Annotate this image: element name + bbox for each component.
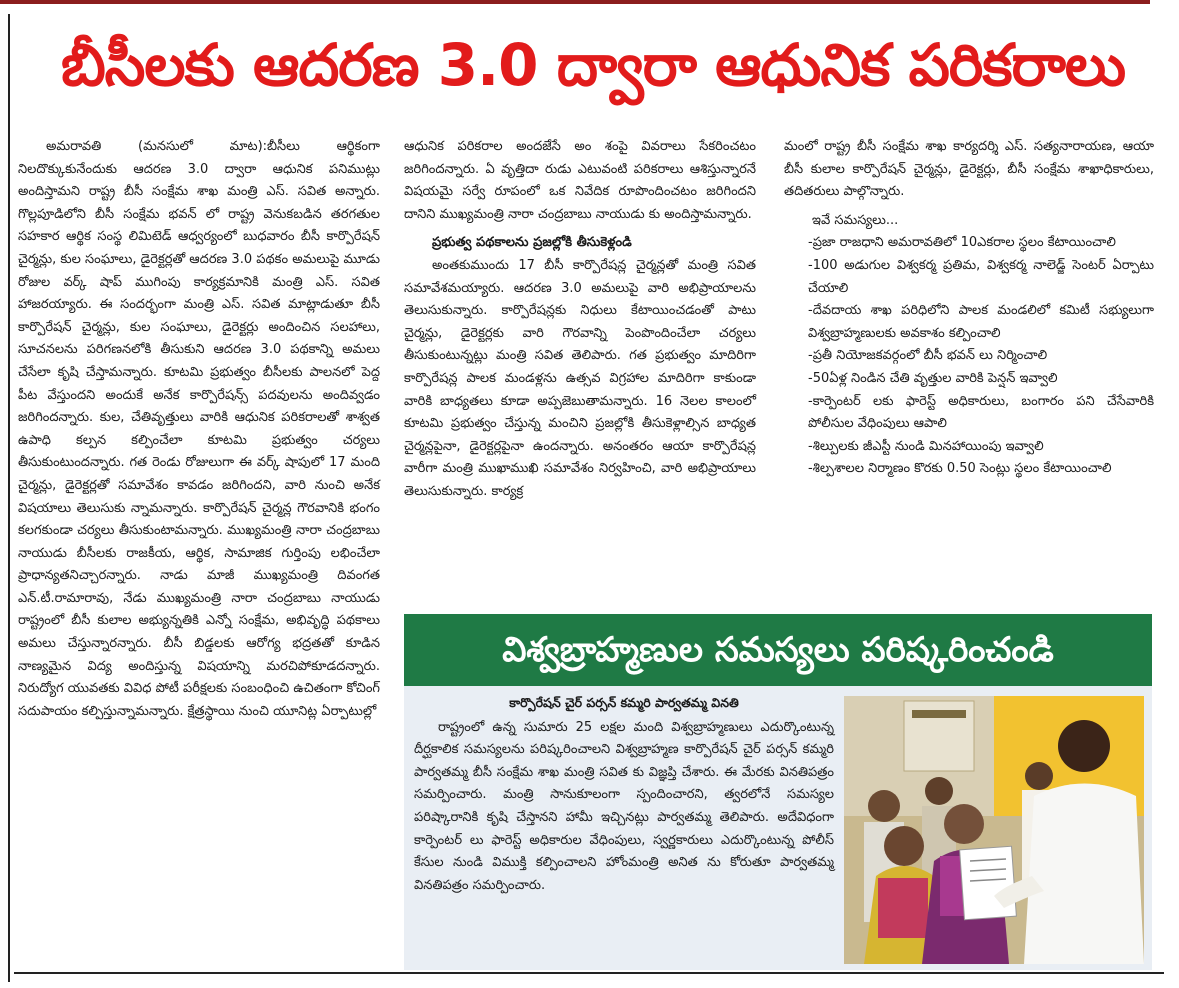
column3-paragraph-1: మంలో రాష్ట్ర బీసీ సంక్షేమ శాఖ కార్యదర్శి ఎస్. సత్యనారాయణ, ఆయా బీసీ కులాల కార్పొరేషన్ చైర్మన్లు, డైరెక్టర్లు, బీసీ సంక్షేమ శాఖాధికారులు, తదితరులు పాల్గొన్నారు.	[784, 139, 1154, 200]
sidebar-story-paragraph: రాష్ట్రంలో ఉన్న సుమారు 25 లక్షల మంది విశ్వబ్రాహ్మణులు ఎదుర్కొంటున్న దీర్ఘకాలిక సమస్యలను పరిష్కరించాలని విశ్వబ్రాహ్మణ కార్పొరేషన్ చైర్ పర్సన్ కమ్మరి పార్వతమ్మ బీసీ సంక్షేమ శాఖ మంత్రి సవిత కు విజ్ఞప్తి చేశారు. ఈ మేరకు వినతిపత్రం సమర్పించారు. మంత్రి సానుకూలంగా స్పందించారని, త్వరలోనే సమస్యల పరిష్కారానికి కృషి చేస్తానని హామీ ఇచ్చినట్లు పార్వతమ్మ తెలిపారు. అదేవిధంగా కార్పెంటర్ లు ఫారెస్ట్ అధికారుల వేధింపులు, స్వర్ణకారులు ఎదుర్కొంటున్న పోలీస్ కేసుల నుండి విముక్తి కల్పించాలని హోంమంత్రి అనిత ను కోరుతూ పార్వతమ్మ వినతిపత్రం సమర్పించారు.	[414, 719, 834, 893]
article-column-1	[18, 136, 380, 723]
issue-item: -ప్రజా రాజధాని అమరావతిలో 10ఎకరాల స్థలం కేటాయించాలి	[808, 235, 1116, 251]
issue-item: -శిల్పులకు జీఎస్టీ నుండి మినహాయింపు ఇవ్వాలి	[808, 438, 1044, 454]
article-column-3	[784, 136, 1154, 481]
issue-item: -కార్పెంటర్ లకు ఫారెస్ట్ అధికారులు, బంగారం పని చేసేవారికి పోలీసుల వేధింపులు ఆపాలి	[808, 393, 1154, 432]
issue-item: -50ఏళ్ల నిండిన చేతి వృత్తుల వారికి పెన్షన్ ఇవ్వాలి	[808, 370, 1058, 386]
news-photo-illustration	[844, 696, 1144, 964]
news-photo	[844, 696, 1144, 964]
sidebar-story-body	[404, 686, 1152, 970]
sidebar-story-text	[414, 692, 834, 897]
issues-title: ఇవే సమస్యలు...	[812, 212, 899, 228]
column2-paragraph-2: అంతకుముందు 17 బీసీ కార్పొరేషన్ల చైర్మన్లతో మంత్రి సవిత సమావేశమయ్యారు. ఆదరణ 3.0 అమలుపై వారి అభిప్రాయాలను తెలుసుకున్నారు. కార్పొరేషన్లకు నిధులు కేటాయించడంతో పాటు చైర్మన్లు, డైరెక్టర్లకు వారి గౌరవాన్ని పెంపొందించేలా చర్యలు తీసుకుంటున్నట్లు మంత్రి సవిత తెలిపారు. గత ప్రభుత్వం మాదిరిగా కార్పొరేషన్ల పాలక మండళ్లను ఉత్సవ విగ్రహాల మాదిరిగా కాకుండా వారికి బాధ్యతలు కూడా అప్పజెబుతామన్నారు. 16 నెలల కాలంలో కూటమి ప్రభుత్వం చేస్తున్న మంచిని ప్రజల్లోకి తీసుకెళ్లాల్సిన బాధ్యత చైర్మన్లపైనా, డైరెక్టర్లపైనా ఉందన్నారు. అనంతరం ఆయా కార్పొరేషన్ల వారీగా మంత్రి ముఖాముఖి సమావేశం నిర్వహించి, వారి అభిప్రాయాలు తెలుసుకున్నారు. కార్యక్ర	[404, 257, 756, 499]
sidebar-story-banner: విశ్వబ్రాహ్మణుల సమస్యలు పరిష్కరించండి	[404, 614, 1152, 686]
left-rule	[8, 14, 10, 982]
issue-item: -ప్రతీ నియోజకవర్గంలో బీసీ భవన్ లు నిర్మించాలి	[808, 348, 1048, 364]
top-rule	[0, 0, 1150, 4]
bottom-rule	[14, 972, 1164, 974]
article-column-2	[404, 136, 756, 504]
column2-subheading: ప్రభుత్వ పథకాలను ప్రజల్లోకి తీసుకెళ్లండి	[432, 235, 632, 251]
column1-paragraph: అమరావతి (మనసులో మాట):బీసీలు ఆర్థికంగా నిలదొక్కుకునేందుకు ఆదరణ 3.0 ద్వారా ఆధునిక పనిముట్లు అందిస్తామని రాష్ట్ర బీసీ సంక్షేమ శాఖ మంత్రి ఎస్. సవిత అన్నారు. గొల్లపూడిలోని బీసీ సంక్షేమ భవన్ లో రాష్ట్ర వెనుకబడిన తరగతుల సహకార ఆర్థిక సంస్థ లిమిటెడ్ ఆధ్వర్యంలో బుధవారం బీసీ కార్పొరేషన్ చైర్మన్లు, కుల సంఘాలు, డైరెక్టర్లతో ఆదరణ 3.0 పథకం అమలుపై మూడు రోజుల వర్క్ షాప్ ముగింపు కార్యక్రమానికి మంత్రి ఎస్. సవిత హాజరయ్యారు. ఈ సందర్భంగా మంత్రి ఎస్. సవిత మాట్లాడుతూ బీసీ కార్పొరేషన్ చైర్మన్లు, కుల సంఘాలు, డైరెక్టర్లు అందించిన సలహాలు, సూచనలను పరిగణనలోకి తీసుకుని ఆదరణ 3.0 పథకాన్ని అమలు చేసేలా కృషి చేస్తామన్నారు. కూటమి ప్రభుత్వం బీసీలకు పాలనలో పెద్ద పీట వేస్తుందని అందుకే అనేక కార్పొరేషన్స్ పదవులను అందివ్వడం జరిగిందన్నారు. కుల, చేతివృత్తులు వారికి ఆధునిక పరికరాలతో శాశ్వత ఉపాధి కల్పన కల్పించేలా కూటమి ప్రభుత్వం చర్యలు తీసుకుంటుందన్నారు. గత రెండు రోజులుగా ఈ వర్క్ షాపులో 17 మంది చైర్మన్లు, డైరెక్టర్లతో సమావేశం కావడం జరిగిందని, వారి నుంచి అనేక విషయాలు తెలుసుకు న్నామన్నారు. కార్పొరేషన్ చైర్మన్ల గౌరవానికి భంగం కలగకుండా చర్యలు తీసుకుంటామన్నారు. ముఖ్యమంత్రి నారా చంద్రబాబు నాయుడు బీసీలకు రాజకీయ, ఆర్థిక, సామాజిక గుర్తింపు లభించేలా ప్రాధాన్యతనిచ్చారన్నారు. నాడు మాజీ ముఖ్యమంత్రి దివంగత ఎన్.టీ.రామారావు, నేడు ముఖ్యమంత్రి నారా చంద్రబాబు నాయుడు రాష్ట్రంలో బీసీ కులాల అభ్యున్నతికి ఎన్నో సంక్షేమ, అభివృద్ధి పథకాలు అమలు చేస్తున్నారన్నారు. బీసీ బిడ్డలకు ఆరోగ్య భద్రతతో కూడిన నాణ్యమైన విద్య అందిస్తున్న విషయాన్ని మరచిపోకూడదన్నారు. నిరుద్యోగ యువతకు వివిధ పోటీ పరీక్షలకు సంబంధించి ఉచితంగా కోచింగ్ సదుపాయం కల్పిస్తున్నామన్నారు. క్షేత్రస్థాయి నుంచి యూనిట్ల ఏర్పాటుల్లో	[18, 139, 380, 719]
issue-item: -100 అడుగుల విశ్వకర్మ ప్రతిమ, విశ్వకర్మ నాలెడ్జ్ సెంటర్ ఏర్పాటు చేయాలి	[808, 257, 1154, 296]
issue-item: -శిల్పశాలల నిర్మాణం కొరకు 0.50 సెంట్లు స్థలం కేటాయించాలి	[808, 461, 1112, 477]
sidebar-story-subtitle: కార్పొరేషన్ చైర్ పర్సన్ కమ్మరి పార్వతమ్మ వినతి	[509, 695, 739, 710]
column2-paragraph-1: ఆధునిక పరికరాల అందజేసే అం శంపై వివరాలు సేకరించటం జరిగిందన్నారు. ఏ వృత్తిదా రుడు ఎటువంటి పరికరాలు ఆశిస్తున్నారనే విషయమై సర్వే రూపంలో ఒక నివేదిక రూపొందించటం జరిగిందని దానిని ముఖ్యమంత్రి నారా చంద్రబాబు నాయుడు కు అందిస్తామన్నారు.	[404, 139, 756, 222]
sidebar-story-box	[404, 614, 1152, 970]
article-headline: బీసీలకు ఆదరణ 3.0 ద్వారా ఆధునిక పరికరాలు	[60, 31, 1126, 99]
issue-item: -దేవదాయ శాఖ పరిధిలోని పాలక మండలిలో కమిటీ సభ్యులుగా విశ్వబ్రాహ్మణులకు అవకాశం కల్పించాలి	[808, 303, 1154, 341]
